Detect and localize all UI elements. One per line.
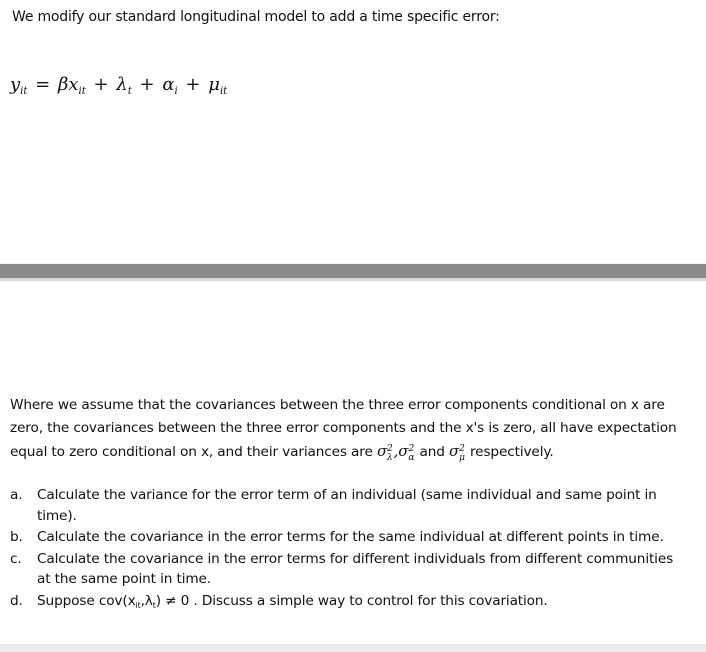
bottom-strip: [0, 644, 706, 652]
separator-bar: [0, 264, 706, 278]
top-panel: [0, 0, 706, 263]
sigma-lambda: σ 2 λ: [376, 442, 393, 463]
question-list: [10, 485, 690, 616]
assumption-text: Where we assume that the covariances between the three error components conditional on x are zero, the covariances between the three error components and the x's is zero, all have expectation equal to zero conditional on x, and their variances are: [10, 397, 677, 460]
assumption-paragraph: Where we assume that the covariances between the three error components conditional on x are zero, the covariances between the three error components and the x's is zero, all have expectation equal to zero conditional on x, and their variances are σ 2 λ ,σ 2 α and σ 2 μ respectively.: [10, 397, 677, 463]
cov-expression: $cov(x_{it},\lambda_t) \ne 0$ .: [98, 592, 198, 610]
question-a: a. Calculate the variance for the error term of an individual (same individual and same point in time).: [10, 487, 657, 524]
model-equation: $y_{it} = \beta x_{it} + \lambda_t + \alpha_i + \mu_{it}$: [10, 74, 228, 97]
sigma-mu: σ 2 μ: [449, 442, 465, 463]
question-c: c. Calculate the covariance in the error terms for different individuals from different communities at the same point in time.: [10, 550, 674, 587]
sigma-alpha: σ 2 α: [398, 442, 415, 463]
question-b: b. Calculate the covariance in the error terms for the same individual at different points in time.: [10, 529, 664, 545]
bottom-panel: [0, 281, 706, 644]
question-d: d. Suppose $cov(x_{it},\lambda_t) \ne 0$ . Discuss a simple way to control for this covariation.: [10, 592, 548, 610]
intro-text: We modify our standard longitudinal model to add a time specific error:: [12, 9, 500, 25]
